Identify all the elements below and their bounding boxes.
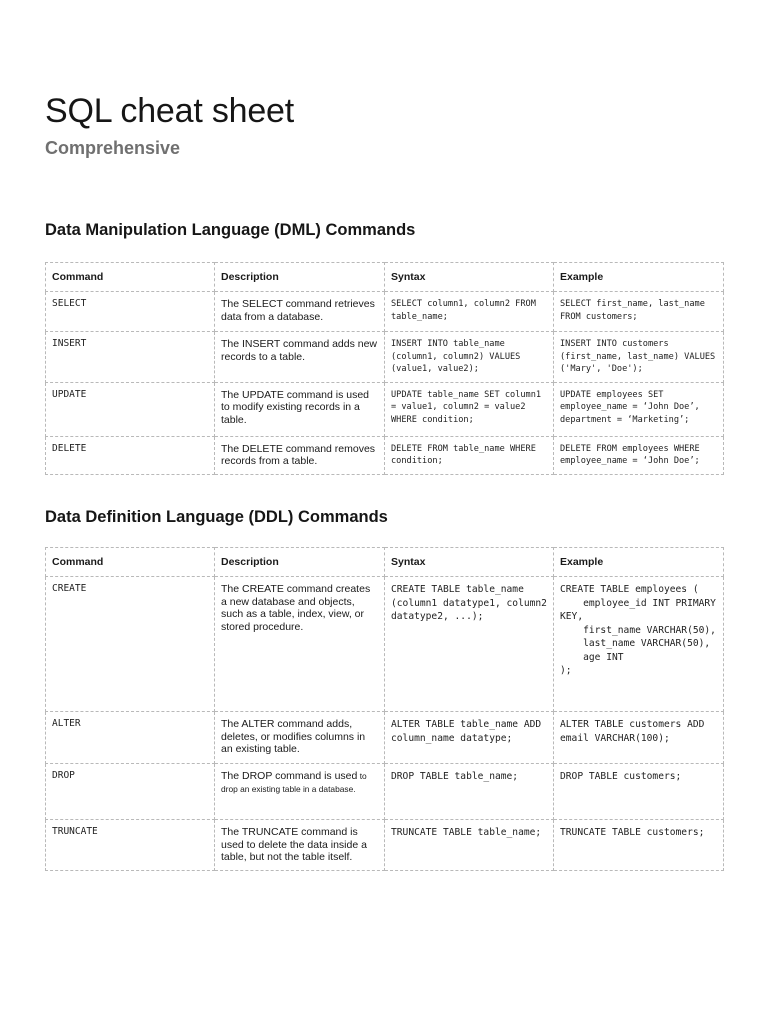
cell-syntax: INSERT INTO table_name (column1, column2) VALUES (value1, value2); (385, 332, 554, 383)
cell-syntax: CREATE TABLE table_name (column1 datatype1, column2 datatype2, ...); (385, 577, 554, 712)
cell-description: The SELECT command retrieves data from a database. (215, 292, 385, 332)
cell-description (215, 764, 385, 820)
cell-command: UPDATE (46, 382, 215, 436)
cell-example: INSERT INTO customers (first_name, last_name) VALUES ('Mary', 'Doe'); (554, 332, 724, 383)
cell-syntax: TRUNCATE TABLE table_name; (385, 820, 554, 871)
table-row (46, 712, 724, 764)
table-row (46, 292, 724, 332)
page-subtitle: Comprehensive (45, 138, 181, 158)
cell-command: DELETE (46, 436, 215, 474)
cell-description: The DELETE command removes records from a table. (215, 436, 385, 474)
header-syntax: Syntax (385, 548, 554, 577)
cell-command: CREATE (46, 577, 215, 712)
description-text: The DROP command is used (221, 770, 358, 782)
cell-command: DROP (46, 764, 215, 820)
header-description: Description (215, 263, 385, 292)
ddl-header-row (46, 548, 724, 577)
cell-description: The ALTER command adds, deletes, or modifies columns in an existing table. (215, 712, 385, 764)
table-row (46, 382, 724, 436)
header-description: Description (215, 548, 385, 577)
cell-example: UPDATE employees SET employee_name = ‘John Doe’, department = ‘Marketing’; (554, 382, 724, 436)
cell-syntax: UPDATE table_name SET column1 = value1, column2 = value2 WHERE condition; (385, 382, 554, 436)
dml-table (45, 262, 724, 475)
cell-example: TRUNCATE TABLE customers; (554, 820, 724, 871)
description-small-text: to drop an existing table in a database. (221, 771, 367, 794)
cell-example: SELECT first_name, last_name FROM customers; (554, 292, 724, 332)
header-command: Command (46, 263, 215, 292)
header-command: Command (46, 548, 215, 577)
cell-example: DELETE FROM employees WHERE employee_name = ‘John Doe’; (554, 436, 724, 474)
table-row (46, 577, 724, 712)
table-row (46, 436, 724, 474)
cell-syntax: SELECT column1, column2 FROM table_name; (385, 292, 554, 332)
table-row (46, 820, 724, 871)
ddl-heading: Data Definition Language (DDL) Commands (45, 508, 388, 526)
cell-example: DROP TABLE customers; (554, 764, 724, 820)
cell-example: ALTER TABLE customers ADD email VARCHAR(100); (554, 712, 724, 764)
cell-syntax: ALTER TABLE table_name ADD column_name datatype; (385, 712, 554, 764)
cell-command: SELECT (46, 292, 215, 332)
dml-header-row (46, 263, 724, 292)
table-row (46, 332, 724, 383)
ddl-table (45, 547, 724, 871)
cell-command: TRUNCATE (46, 820, 215, 871)
cell-syntax: DELETE FROM table_name WHERE condition; (385, 436, 554, 474)
cell-description: The UPDATE command is used to modify existing records in a table. (215, 382, 385, 436)
cell-command: ALTER (46, 712, 215, 764)
header-example: Example (554, 548, 724, 577)
header-example: Example (554, 263, 724, 292)
page-title: SQL cheat sheet (45, 92, 295, 130)
dml-heading: Data Manipulation Language (DML) Commands (45, 221, 416, 239)
header-syntax: Syntax (385, 263, 554, 292)
cell-command: INSERT (46, 332, 215, 383)
cell-syntax: DROP TABLE table_name; (385, 764, 554, 820)
cell-example: CREATE TABLE employees ( employee_id INT PRIMARY KEY, first_name VARCHAR(50), last_name VARCHAR(50), age INT ); (554, 577, 724, 712)
cell-description: The CREATE command creates a new database and objects, such as a table, index, view, or stored procedure. (215, 577, 385, 712)
cell-description: The INSERT command adds new records to a table. (215, 332, 385, 383)
cell-description: The TRUNCATE command is used to delete the data inside a table, but not the table itself. (215, 820, 385, 871)
table-row (46, 764, 724, 820)
